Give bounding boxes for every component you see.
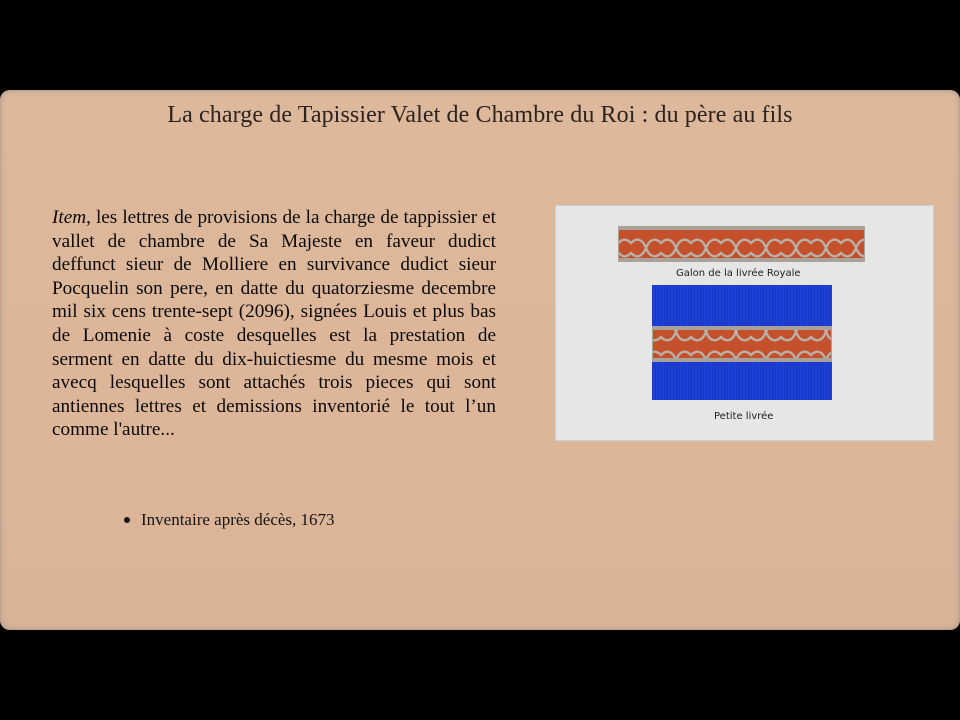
bullet-icon xyxy=(124,517,130,523)
quote-paragraph xyxy=(52,206,496,442)
letterbox-top xyxy=(0,0,960,90)
slide xyxy=(0,90,960,630)
livery-figure xyxy=(556,206,933,440)
petite-livree-swatch xyxy=(652,285,832,400)
quote-text: , les lettres de provisions de la charge de tappissier et vallet de chambre de Sa Majeste en faveur dudict deffunct sieur de Molliere en survivance dudict sieur Pocquelin son pere, en datte du quatorziesme decembre mil six cens trente-sept (2096), signées Louis et plus bas de Lomenie à coste desquelles est la prestation de serment en datte du dix-huictiesme du mesme mois et avecq lesquelles sont attachés trois pieces qui sont antiennes lettres et demissions inventorié le tout l’un comme l'autre... xyxy=(52,207,496,441)
slide-title: La charge de Tapissier Valet de Chambre du Roi : du père au fils xyxy=(167,102,793,128)
caption-petite-livree: Petite livrée xyxy=(714,411,774,422)
caption-galon: Galon de la livrée Royale xyxy=(676,268,801,279)
letterbox-bottom xyxy=(0,630,960,720)
source-bullet xyxy=(124,510,335,530)
source-citation: Inventaire après décès, 1673 xyxy=(141,510,335,529)
braid-royal xyxy=(618,226,865,262)
quote-italic-word: Item xyxy=(52,207,87,228)
livery-illustration xyxy=(556,206,933,440)
